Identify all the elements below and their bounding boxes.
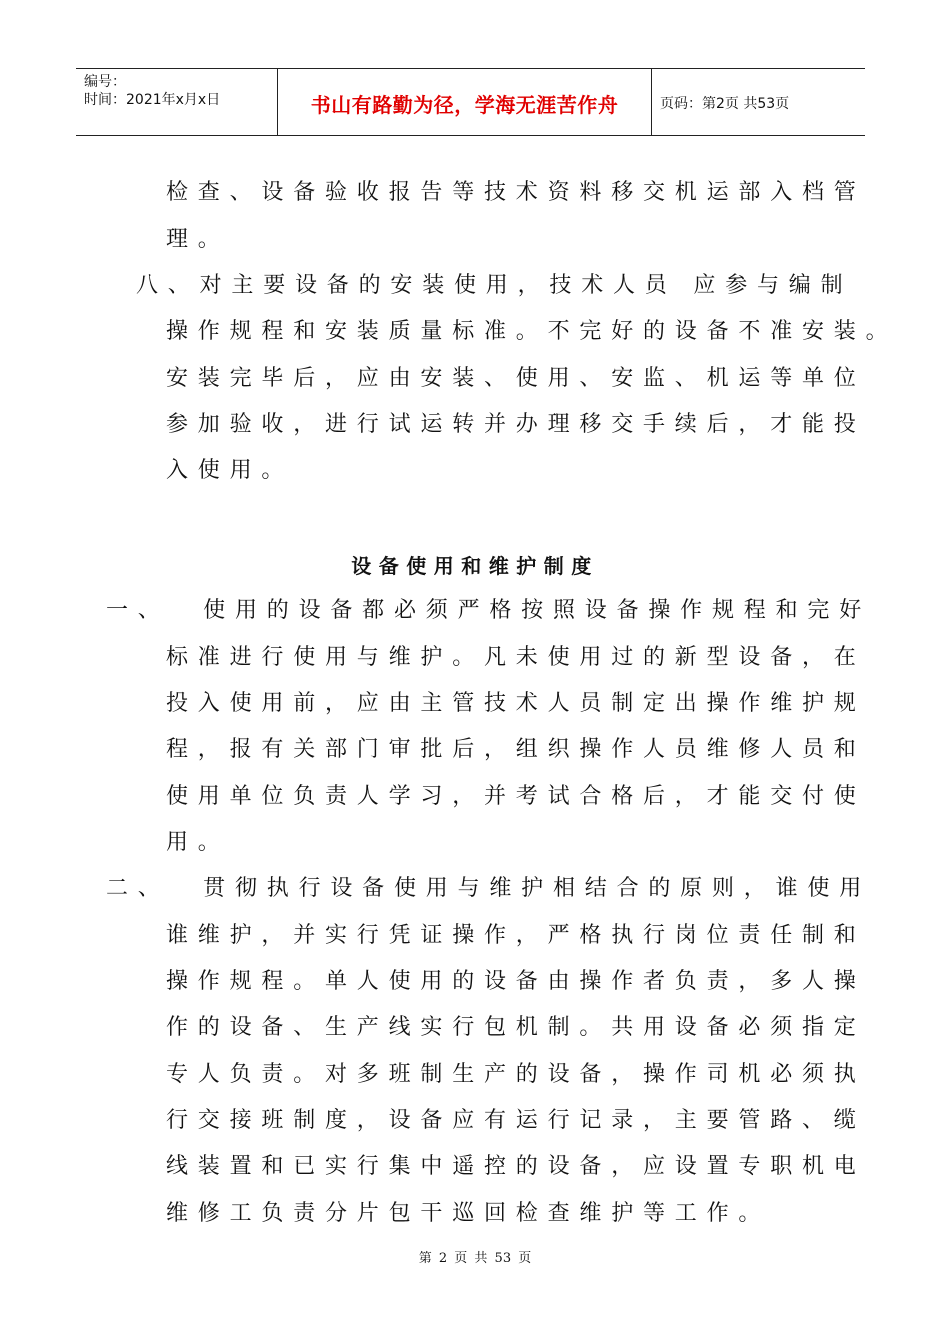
body-line: 二、 贯彻执行设备使用与维护相结合的原则，谁使用 [106, 876, 871, 901]
body-line: 谁维护，并实行凭证操作，严格执行岗位责任制和 [166, 923, 866, 948]
body-line: 用。 [166, 830, 230, 855]
header-page-info: 页码：第2页 共53页 [660, 96, 790, 112]
body-line: 八、对主要设备的安装使用，技术人员 应参与编制 [136, 273, 853, 298]
page-footer: 第 2 页 共 53 页 [418, 1251, 532, 1266]
body-line: 使用单位负责人学习，并考试合格后，才能交付使 [166, 784, 866, 809]
body-line: 程，报有关部门审批后，组织操作人员维修人员和 [166, 737, 866, 762]
header-divider [651, 69, 652, 135]
body-line: 一、 使用的设备都必须严格按照设备操作规程和完好 [106, 598, 871, 623]
body-line: 入使用。 [166, 458, 294, 483]
body-line: 理。 [166, 227, 230, 252]
body-line: 标准进行使用与维护。凡未使用过的新型设备，在 [166, 645, 866, 670]
document-time-label: 时间：2021年x月x日 [84, 92, 221, 108]
body-line: 投入使用前，应由主管技术人员制定出操作维护规 [166, 691, 866, 716]
body-line: 参加验收，进行试运转并办理移交手续后，才能投 [166, 412, 866, 437]
body-line: 作的设备、生产线实行包机制。共用设备必须指定 [166, 1015, 866, 1040]
header-motto: 书山有路勤为径，学海无涯苦作舟 [310, 92, 619, 117]
page-header [76, 68, 865, 136]
section-title: 设备使用和维护制度 [351, 554, 599, 578]
body-line: 安装完毕后，应由安装、使用、安监、机运等单位 [166, 366, 866, 391]
body-line: 行交接班制度，设备应有运行记录，主要管路、缆 [166, 1108, 866, 1133]
header-meta [84, 73, 220, 109]
body-line: 操作规程。单人使用的设备由操作者负责，多人操 [166, 969, 866, 994]
document-number-label: 编号： [84, 74, 126, 90]
body-line: 维修工负责分片包干巡回检查维护等工作。 [166, 1201, 771, 1226]
body-line: 检查、设备验收报告等技术资料移交机运部入档管 [166, 180, 866, 205]
body-line: 专人负责。对多班制生产的设备，操作司机必须执 [166, 1062, 866, 1087]
body-line: 线装置和已实行集中遥控的设备，应设置专职机电 [166, 1154, 866, 1179]
body-line: 操作规程和安装质量标准。不完好的设备不准安装。 [166, 319, 898, 344]
